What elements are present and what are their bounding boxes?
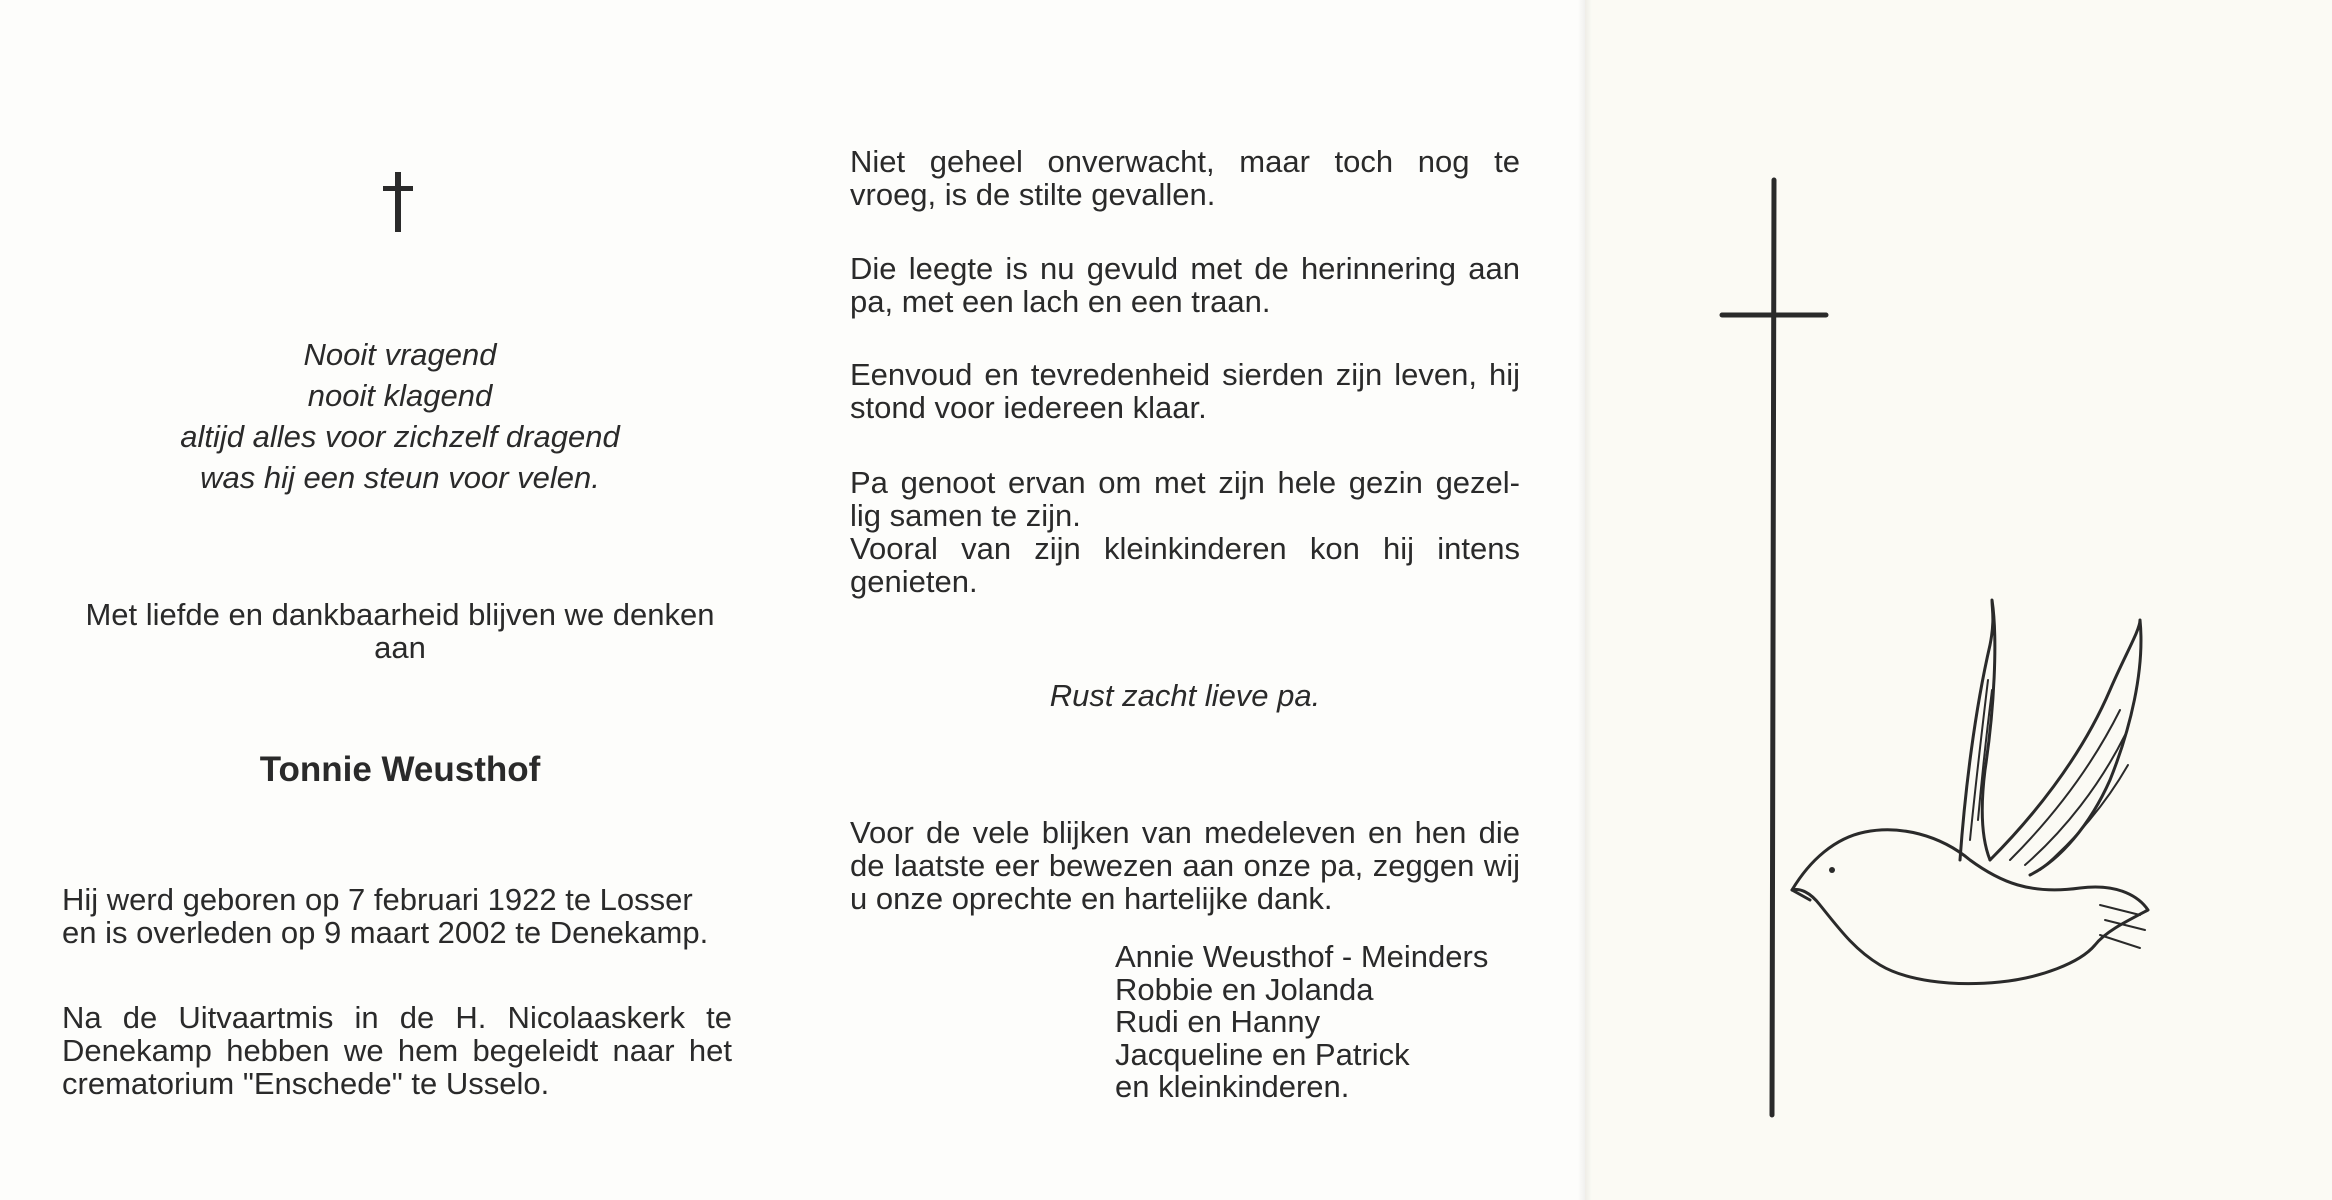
- birth-death-text: [62, 883, 732, 949]
- thanks-paragraph: [850, 816, 1520, 915]
- memorial-poem: [140, 334, 660, 498]
- text-line: pa, met een lach en een traan.: [850, 284, 1271, 319]
- paragraph-family: [850, 466, 1520, 532]
- cross-icon: [380, 172, 416, 232]
- poem-line: altijd alles voor zichzelf dragend: [180, 419, 620, 454]
- rest-in-peace-line: Rust zacht lieve pa.: [1049, 678, 1321, 713]
- text-line: en is overleden op 9 maart 2002 te Denekamp.: [62, 915, 709, 950]
- signer-name: en kleinkinderen.: [1115, 1069, 1350, 1104]
- text-line: genieten.: [850, 564, 978, 599]
- cross-with-dove-illustration: [1700, 170, 2150, 1130]
- card-fold: [1578, 0, 1592, 1200]
- text-line: Eenvoud en tevredenheid sierden zijn leven, hij: [850, 357, 1520, 392]
- text-line: Denekamp hebben we hem begeleidt naar het: [62, 1033, 732, 1068]
- remembrance-line: aan: [374, 630, 426, 665]
- paragraph-grandchildren: [850, 532, 1520, 598]
- poem-line: Nooit vragend: [303, 337, 497, 372]
- text-line: Die leegte is nu gevuld met de herinnering aan: [850, 251, 1520, 286]
- text-line: Na de Uitvaartmis in de H. Nicolaaskerk te: [62, 1000, 732, 1035]
- text-line: lig samen te zijn.: [850, 498, 1081, 533]
- signer-name: Annie Weusthof - Meinders: [1115, 939, 1489, 974]
- poem-line: was hij een steun voor velen.: [200, 460, 600, 495]
- signers-list: [1115, 941, 1555, 1104]
- signer-name: Jacqueline en Patrick: [1115, 1036, 1410, 1072]
- text-line: de laatste eer bewezen aan onze pa, zeggen wij: [850, 848, 1520, 883]
- signer-name: Robbie en Jolanda: [1115, 971, 1374, 1007]
- poem-line: nooit klagend: [307, 378, 493, 413]
- signer-name: Rudi en Hanny: [1115, 1004, 1321, 1039]
- deceased-name: Tonnie Weusthof: [259, 750, 541, 789]
- text-line: u onze oprechte en hartelijke dank.: [850, 881, 1333, 916]
- text-line: Hij werd geboren op 7 februari 1922 te Losser: [62, 882, 693, 917]
- funeral-text: [62, 1001, 732, 1100]
- remembrance-line: Met liefde en dankbaarheid blijven we denken: [85, 597, 715, 632]
- text-line: Voor de vele blijken van medeleven en hen die: [850, 815, 1520, 850]
- text-line: Niet geheel onverwacht, maar toch nog te: [850, 144, 1520, 179]
- paragraph-life: [850, 358, 1520, 424]
- paragraph-silence: [850, 145, 1520, 211]
- text-line: stond voor iedereen klaar.: [850, 390, 1207, 425]
- paragraph-memory: [850, 252, 1520, 318]
- text-line: Pa genoot ervan om met zijn hele gezin gezel-: [850, 465, 1520, 500]
- text-line: crematorium "Enschede" te Usselo.: [62, 1066, 550, 1101]
- text-line: vroeg, is de stilte gevallen.: [850, 177, 1216, 212]
- text-line: Vooral van zijn kleinkinderen kon hij intens: [850, 531, 1520, 566]
- remembrance-text: [60, 598, 740, 664]
